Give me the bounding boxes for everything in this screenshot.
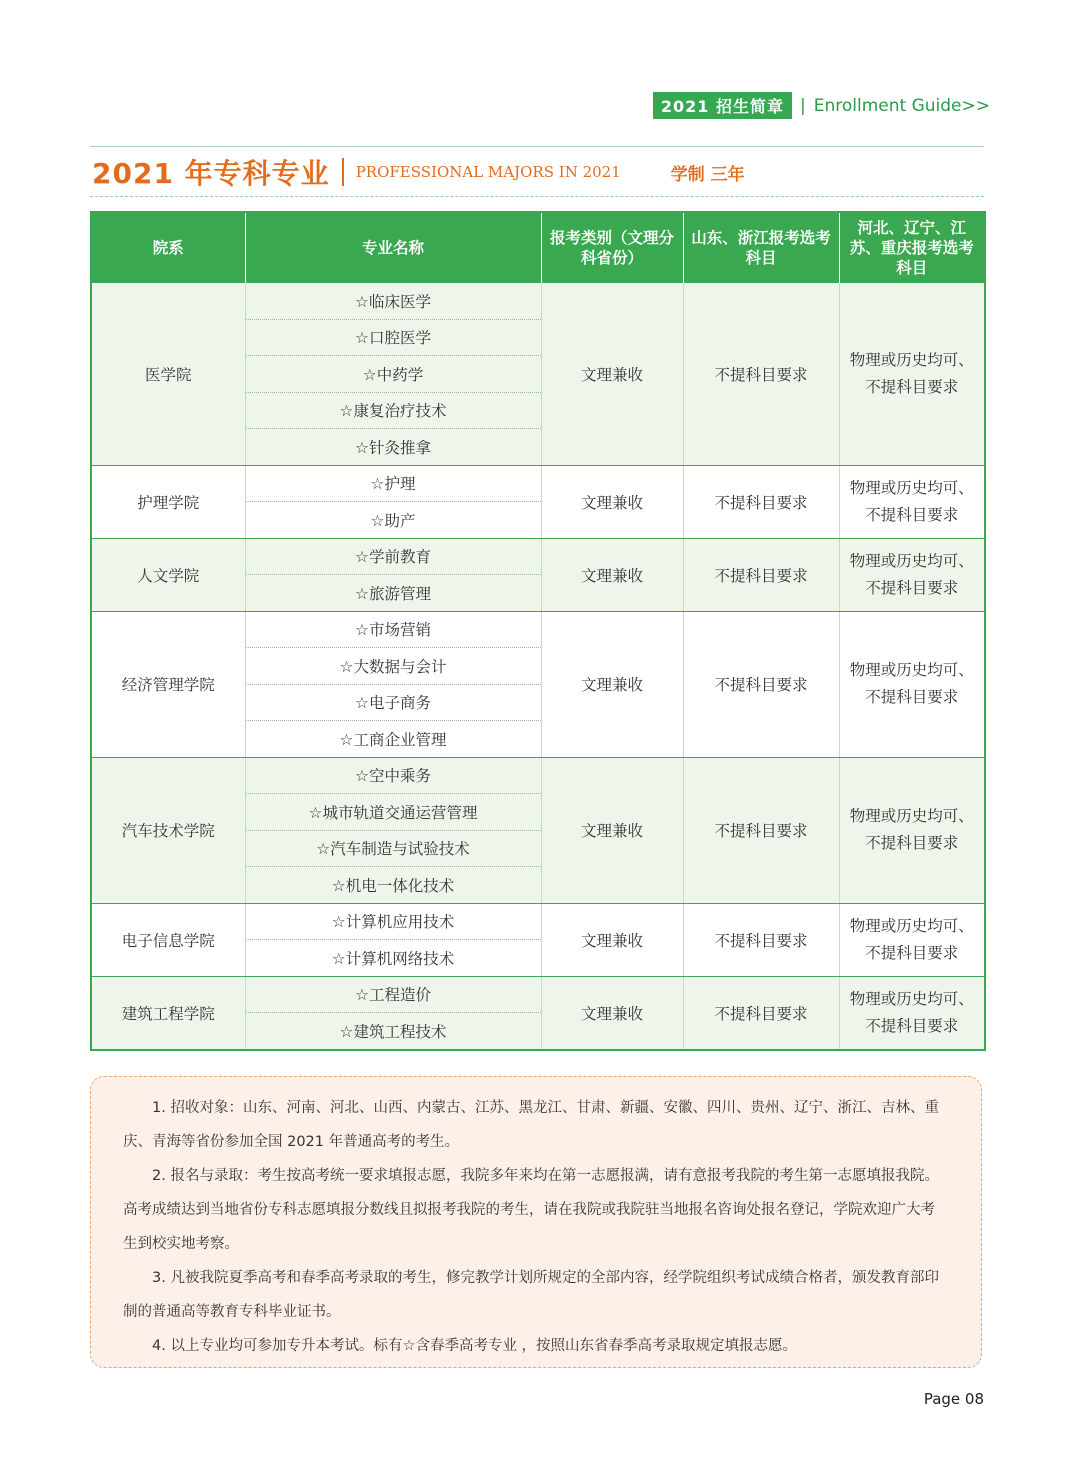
header-major: 专业名称 xyxy=(245,212,541,283)
header-year: 2021 xyxy=(660,97,710,116)
dept-group xyxy=(91,538,985,611)
major-cell: ☆电子商务 xyxy=(245,684,541,721)
section-title xyxy=(92,152,984,192)
header-sd-zj: 山东、浙江报考选考科目 xyxy=(683,212,839,283)
header-hb-ln-js-cq: 河北、辽宁、江苏、重庆报考选考科目 xyxy=(839,212,985,283)
sd-zj-cell: 不提科目要求 xyxy=(683,283,839,465)
dept-group xyxy=(91,976,985,1050)
hb-ln-js-cq-cell: 物理或历史均可、不提科目要求 xyxy=(839,538,985,611)
hb-ln-js-cq-cell: 物理或历史均可、不提科目要求 xyxy=(839,976,985,1050)
dept-cell: 医学院 xyxy=(91,283,245,465)
major-cell: ☆建筑工程技术 xyxy=(245,1013,541,1050)
major-cell: ☆计算机网络技术 xyxy=(245,940,541,977)
major-cell: ☆临床医学 xyxy=(245,283,541,319)
major-cell: ☆中药学 xyxy=(245,356,541,393)
top-rule xyxy=(90,146,984,147)
major-cell: ☆口腔医学 xyxy=(245,319,541,356)
dept-cell: 汽车技术学院 xyxy=(91,757,245,903)
dept-cell: 建筑工程学院 xyxy=(91,976,245,1050)
dept-cell: 经济管理学院 xyxy=(91,611,245,757)
sd-zj-cell: 不提科目要求 xyxy=(683,757,839,903)
sd-zj-cell: 不提科目要求 xyxy=(683,976,839,1050)
table-header-row xyxy=(91,212,985,283)
category-cell: 文理兼收 xyxy=(541,538,683,611)
category-cell: 文理兼收 xyxy=(541,757,683,903)
major-cell: ☆机电一体化技术 xyxy=(245,867,541,904)
major-cell: ☆城市轨道交通运营管理 xyxy=(245,794,541,831)
sd-zj-cell: 不提科目要求 xyxy=(683,538,839,611)
table-row xyxy=(91,465,985,502)
header-category: 报考类别（文理分科省份） xyxy=(541,212,683,283)
header-badge-text: 招生简章 xyxy=(715,97,784,116)
dept-group xyxy=(91,465,985,538)
dept-group xyxy=(91,903,985,976)
sd-zj-cell: 不提科目要求 xyxy=(683,903,839,976)
dept-group xyxy=(91,611,985,757)
major-cell: ☆工程造价 xyxy=(245,976,541,1013)
hb-ln-js-cq-cell: 物理或历史均可、不提科目要求 xyxy=(839,903,985,976)
category-cell: 文理兼收 xyxy=(541,465,683,538)
running-header xyxy=(653,92,990,119)
major-cell: ☆针灸推拿 xyxy=(245,429,541,466)
major-cell: ☆助产 xyxy=(245,502,541,539)
dept-group xyxy=(91,757,985,903)
major-cell: ☆学前教育 xyxy=(245,538,541,575)
majors-table xyxy=(90,211,986,1051)
major-cell: ☆市场营销 xyxy=(245,611,541,648)
sd-zj-cell: 不提科目要求 xyxy=(683,611,839,757)
title-zh: 2021 年专科专业 xyxy=(92,157,330,190)
header-dept: 院系 xyxy=(91,212,245,283)
note-1: 1. 招收对象：山东、河南、河北、山西、内蒙古、江苏、黑龙江、甘肃、新疆、安徽、四川、贵州、辽宁、浙江、吉林、重庆、青海等省份参加全国 2021 年普通高考的考生。 xyxy=(123,1100,939,1150)
major-cell: ☆工商企业管理 xyxy=(245,721,541,758)
major-cell: ☆大数据与会计 xyxy=(245,648,541,685)
major-cell: ☆康复治疗技术 xyxy=(245,392,541,429)
title-underline xyxy=(90,196,984,197)
major-cell: ☆计算机应用技术 xyxy=(245,903,541,940)
table-row xyxy=(91,283,985,319)
table-row xyxy=(91,757,985,794)
major-cell: ☆汽车制造与试验技术 xyxy=(245,830,541,867)
note-4: 4. 以上专业均可参加专升本考试。标有☆含春季高考专业 ，按照山东省春季高考录取规定填报志愿。 xyxy=(152,1338,798,1354)
title-en: PROFESSIONAL MAJORS IN 2021 xyxy=(355,163,621,181)
dept-cell: 人文学院 xyxy=(91,538,245,611)
dept-cell: 电子信息学院 xyxy=(91,903,245,976)
major-cell: ☆旅游管理 xyxy=(245,575,541,612)
header-guide: Enrollment Guide>> xyxy=(813,95,990,116)
category-cell: 文理兼收 xyxy=(541,611,683,757)
sd-zj-cell: 不提科目要求 xyxy=(683,465,839,538)
hb-ln-js-cq-cell: 物理或历史均可、不提科目要求 xyxy=(839,611,985,757)
category-cell: 文理兼收 xyxy=(541,903,683,976)
title-divider xyxy=(342,158,344,186)
title-duration: 学制 三年 xyxy=(670,164,745,185)
hb-ln-js-cq-cell: 物理或历史均可、不提科目要求 xyxy=(839,465,985,538)
category-cell: 文理兼收 xyxy=(541,976,683,1050)
note-2: 2. 报名与录取：考生按高考统一要求填报志愿，我院多年来均在第一志愿报满，请有意报考我院的考生第一志愿填报我院。高考成绩达到当地省份专科志愿填报分数线且拟报考我院的考生，请在我院或我院驻当地报名咨询处报名登记，学院欢迎广大考生到校实地考察。 xyxy=(123,1168,939,1252)
page-number: Page 08 xyxy=(923,1390,984,1408)
table-row xyxy=(91,538,985,575)
hb-ln-js-cq-cell: 物理或历史均可、不提科目要求 xyxy=(839,757,985,903)
major-cell: ☆空中乘务 xyxy=(245,757,541,794)
dept-group xyxy=(91,283,985,465)
table-row xyxy=(91,976,985,1013)
header-separator: | xyxy=(800,95,806,116)
table-row xyxy=(91,903,985,940)
category-cell: 文理兼收 xyxy=(541,283,683,465)
dept-cell: 护理学院 xyxy=(91,465,245,538)
header-badge xyxy=(653,92,792,119)
note-3: 3. 凡被我院夏季高考和春季高考录取的考生，修完教学计划所规定的全部内容，经学院组织考试成绩合格者，颁发教育部印制的普通高等教育专科毕业证书。 xyxy=(123,1270,939,1320)
notes-box xyxy=(90,1076,982,1368)
table-row xyxy=(91,611,985,648)
major-cell: ☆护理 xyxy=(245,465,541,502)
hb-ln-js-cq-cell: 物理或历史均可、不提科目要求 xyxy=(839,283,985,465)
